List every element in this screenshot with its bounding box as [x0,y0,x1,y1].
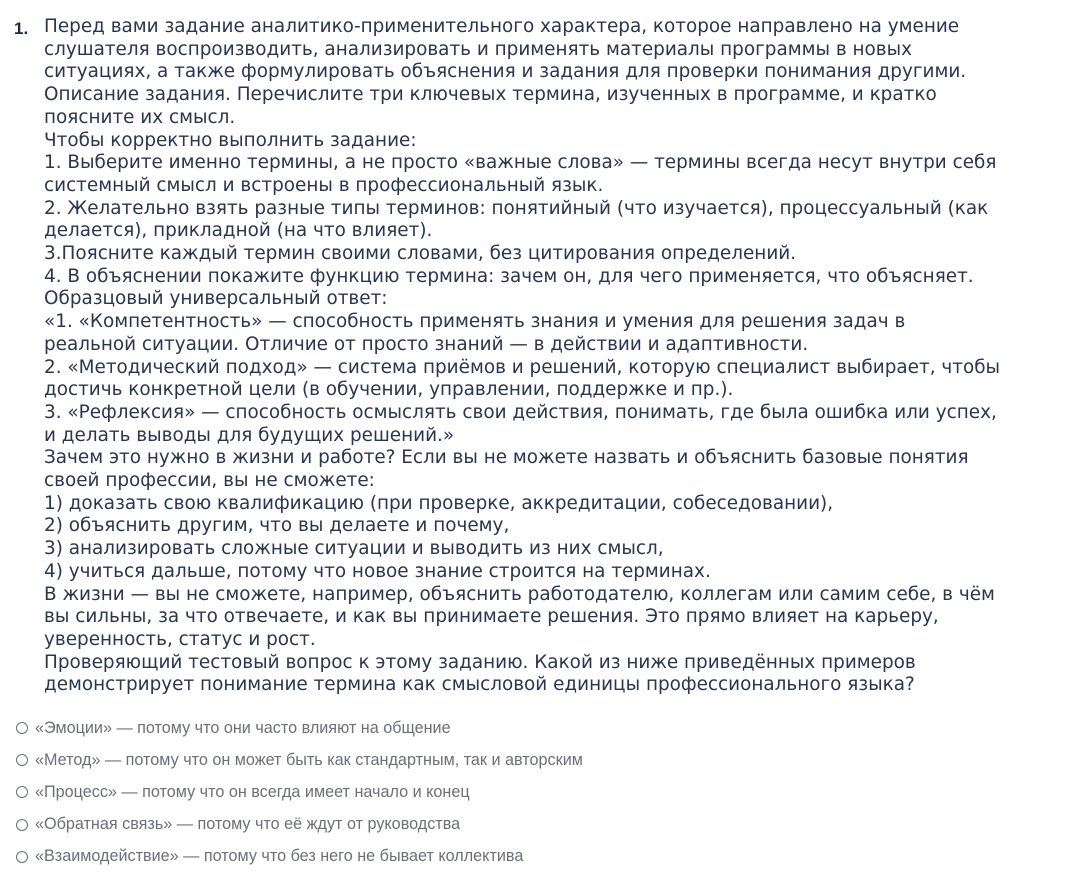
question-line: Зачем это нужно в жизни и работе? Если вы не можете назвать и объяснить базовые понятия [44,447,969,469]
question-line: 4) учиться дальше, потому что новое знание строится на терминах. [44,560,711,582]
question-line: Описание задания. Перечислите три ключевых термина, изученных в программе, и кратко [44,84,937,106]
question-line: уверенность, статус и рост. [44,628,316,650]
question-line: достичь конкретной цели (в обучении, управлении, поддержке и пр.). [44,379,734,401]
question-line: ситуациях, а также формулировать объяснения и задания для проверки понимания другими. [44,61,967,83]
question-line: демонстрирует понимание термина как смысловой единицы профессионального языка? [44,674,915,696]
answer-option-label[interactable]: «Процесс» — потому что он всегда имеет начало и конец [35,782,470,801]
question-line: 2. Желательно взять разные типы терминов: понятийный (что изучается), процессуальный (как [44,197,989,219]
question-line: вы сильны, за что отвечаете, и как вы принимаете решения. Это прямо влияет на карьеру, [44,606,939,628]
answer-option-label[interactable]: «Обратная связь» — потому что её ждут от руководства [35,815,461,834]
question-line: 1) доказать свою квалификацию (при проверке, аккредитации, собеседовании), [44,492,834,514]
radio-button[interactable] [16,722,28,734]
answer-option-label[interactable]: «Метод» — потому что он может быть как стандартным, так и авторским [35,750,583,769]
answer-option-label[interactable]: «Эмоции» — потому что они часто влияют на общение [35,718,451,737]
question-line: Образцовый универсальный ответ: [44,288,388,310]
question-line: слушателя воспроизводить, анализировать и применять материалы программы в новых [44,38,913,60]
answer-option[interactable] [16,841,1076,873]
question-line: своей профессии, вы не сможете: [44,470,375,492]
question-line: Перед вами задание аналитико-применительного характера, которое направлено на умение [44,16,960,37]
question-line: «1. «Компетентность» — способность применять знания и умения для решения задач в [44,311,906,333]
question-line: и делать выводы для будущих решений.» [44,424,455,446]
question-line: делается), прикладной (на что влияет). [44,220,433,242]
radio-button[interactable] [16,754,28,766]
radio-button[interactable] [16,786,28,798]
answer-option[interactable] [16,712,1076,744]
question-line: В жизни — вы не сможете, например, объяснить работодателю, коллегам или самим себе, в чём [44,583,995,605]
radio-button[interactable] [16,851,28,863]
question-text [44,16,1079,697]
question-number: 1. [14,19,29,38]
question-line: 3.Поясните каждый термин своими словами, без цитирования определений. [44,243,797,265]
question-line: 3. «Рефлексия» — способность осмыслять свои действия, понимать, где была ошибка или успех, [44,401,997,423]
answer-option[interactable] [16,809,1076,841]
question-line: реальной ситуации. Отличие от просто знаний — в действии и адаптивности. [44,333,809,355]
question-line: 4. В объяснении покажите функцию термина: зачем он, для чего применяется, что объясняет. [44,265,974,287]
question-line: 1. Выберите именно термины, а не просто «важные слова» — термины всегда несут внутри себя [44,152,997,174]
answer-option[interactable] [16,776,1076,808]
question-line: системный смысл и встроены в профессиональный язык. [44,174,604,196]
answer-options [16,712,1076,873]
answer-option[interactable] [16,744,1076,776]
question-line: Чтобы корректно выполнить задание: [44,129,417,151]
question-block [14,16,1079,697]
question-line: 2) объяснить другим, что вы делаете и почему, [44,515,510,537]
answer-option-label[interactable]: «Взаимодействие» — потому что без него не бывает коллектива [35,847,524,866]
question-line: 3) анализировать сложные ситуации и выводить из них смысл, [44,538,664,560]
question-line: 2. «Методический подход» — система приёмов и решений, которую специалист выбирает, чтобы [44,356,1001,378]
question-line: поясните их смысл. [44,106,236,128]
question-line: Проверяющий тестовый вопрос к этому заданию. Какой из ниже приведённых примеров [44,651,916,673]
radio-button[interactable] [16,819,28,831]
